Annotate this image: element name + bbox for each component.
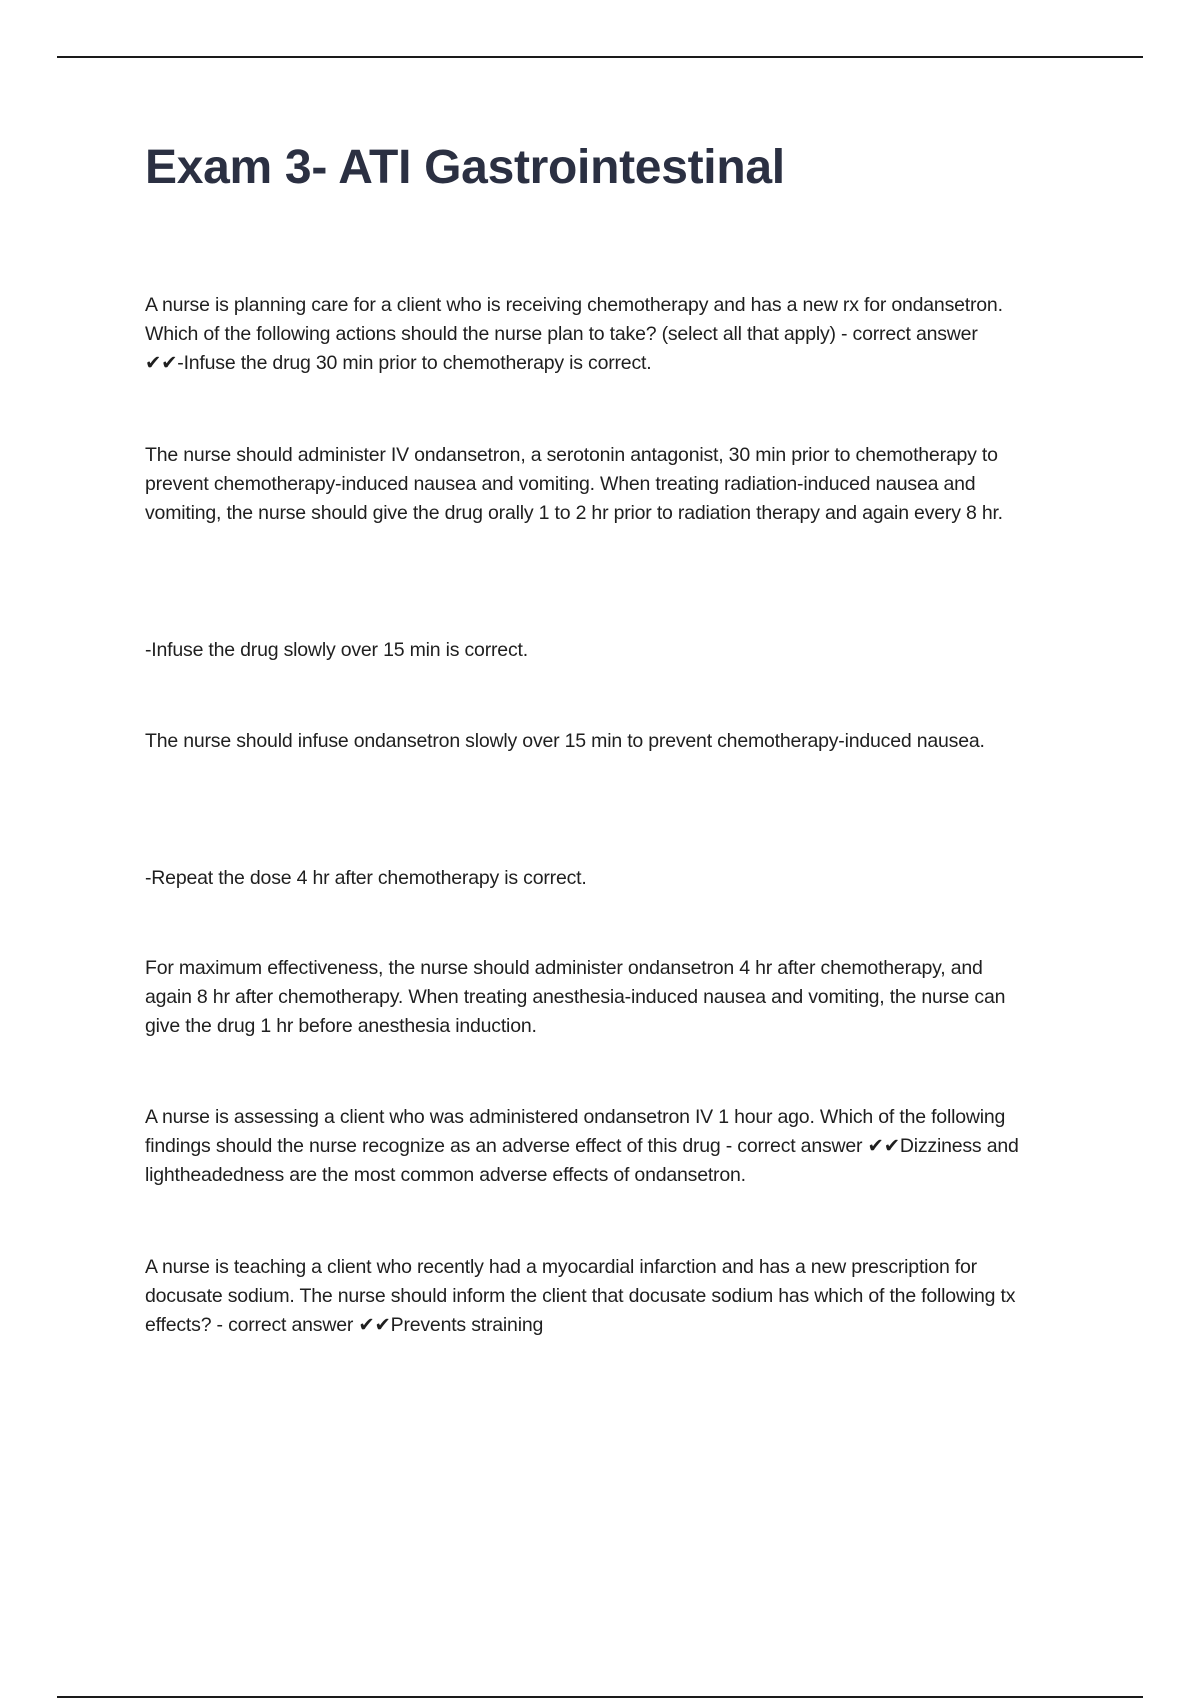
text-line: A nurse is assessing a client who was administered ondansetron IV 1 hour ago. Which of the following xyxy=(145,1106,1006,1128)
text-line: again 8 hr after chemotherapy. When treating anesthesia-induced nausea and vomiting, the nurse can xyxy=(145,986,1006,1008)
text-line: The nurse should administer IV ondansetron, a serotonin antagonist, 30 min prior to chemotherapy to xyxy=(145,444,998,466)
paragraph-rationale-2 xyxy=(145,727,1095,756)
paragraph-answer-2 xyxy=(145,636,1095,665)
text-line: vomiting, the nurse should give the drug orally 1 to 2 hr prior to radiation therapy and again every 8 hr. xyxy=(145,502,1003,524)
text-line: Which of the following actions should the nurse plan to take? (select all that apply) - correct answer xyxy=(145,323,978,345)
text-line: findings should the nurse recognize as an adverse effect of this drug - correct answer ✔✔Dizziness and xyxy=(145,1135,1019,1157)
text-line: The nurse should infuse ondansetron slowly over 15 min to prevent chemotherapy-induced nausea. xyxy=(145,730,985,752)
text-line: A nurse is planning care for a client who is receiving chemotherapy and has a new rx for ondansetron. xyxy=(145,294,1003,316)
paragraph-answer-3 xyxy=(145,864,1095,893)
page-title: Exam 3- ATI Gastrointestinal xyxy=(145,141,785,194)
text-line: prevent chemotherapy-induced nausea and vomiting. When treating radiation-induced nausea and xyxy=(145,473,976,495)
paragraph-question-2 xyxy=(145,1103,1095,1190)
bottom-rule xyxy=(57,1696,1143,1698)
text-line: lightheadedness are the most common adverse effects of ondansetron. xyxy=(145,1164,746,1186)
text-line: For maximum effectiveness, the nurse should administer ondansetron 4 hr after chemotherapy, and xyxy=(145,957,983,979)
text-line: -Repeat the dose 4 hr after chemotherapy is correct. xyxy=(145,867,587,889)
text-line: -Infuse the drug slowly over 15 min is correct. xyxy=(145,639,528,661)
top-rule xyxy=(57,56,1143,58)
text-line: give the drug 1 hr before anesthesia induction. xyxy=(145,1015,537,1037)
text-line: A nurse is teaching a client who recently had a myocardial infarction and has a new prescription for xyxy=(145,1256,977,1278)
text-line: docusate sodium. The nurse should inform the client that docusate sodium has which of the following tx xyxy=(145,1285,1016,1307)
text-line: ✔✔-Infuse the drug 30 min prior to chemotherapy is correct. xyxy=(145,352,652,374)
paragraph-rationale-3 xyxy=(145,954,1095,1041)
paragraph-question-1 xyxy=(145,291,1095,378)
paragraph-rationale-1 xyxy=(145,441,1095,528)
paragraph-question-3 xyxy=(145,1253,1095,1340)
text-line: effects? - correct answer ✔✔Prevents straining xyxy=(145,1314,544,1336)
